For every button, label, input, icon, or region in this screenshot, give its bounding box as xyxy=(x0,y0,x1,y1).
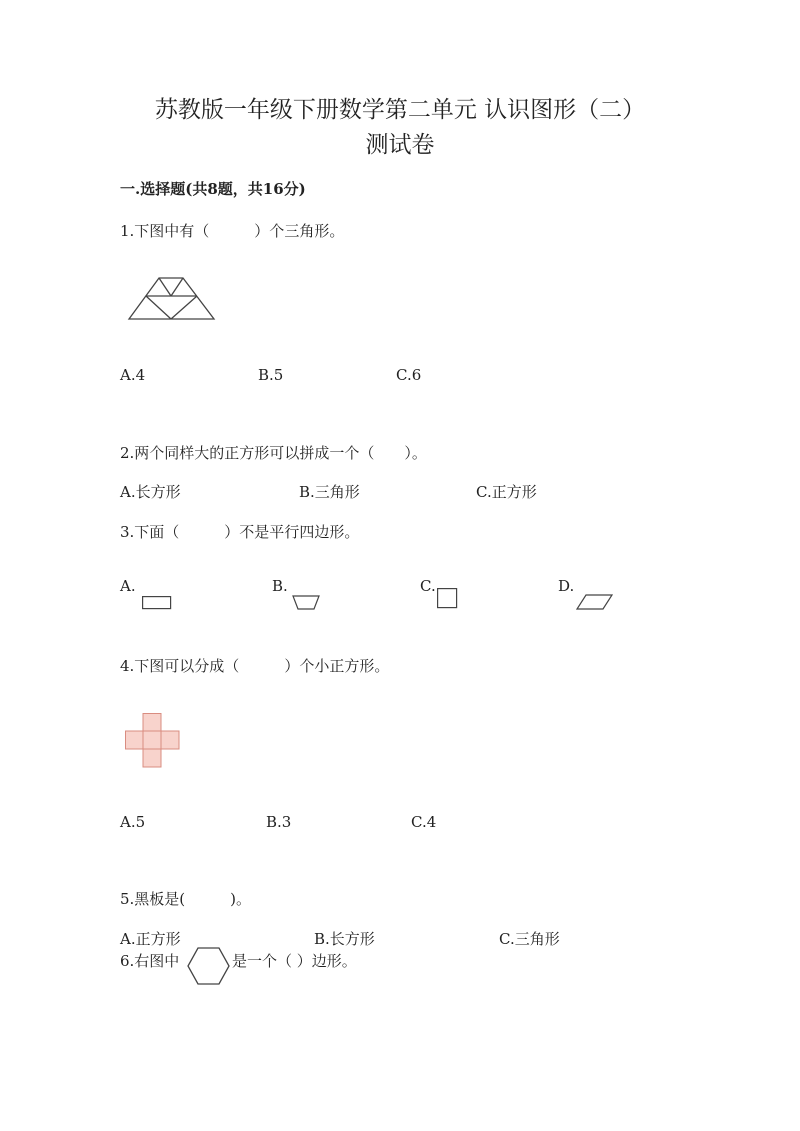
rectangle-icon xyxy=(142,596,172,610)
question-5-option-c[interactable]: C.三角形 xyxy=(499,930,560,948)
section-heading: 一.选择题(共8题，共16分) xyxy=(120,180,306,198)
question-2-option-a[interactable]: A.长方形 xyxy=(120,483,181,501)
question-5-option-b[interactable]: B.长方形 xyxy=(314,930,375,948)
question-4-stem: 4.下图可以分成（ ）个小正方形。 xyxy=(120,657,390,675)
question-3-stem: 3.下面（ ）不是平行四边形。 xyxy=(120,523,360,541)
trapezoid-icon xyxy=(292,595,320,611)
question-2-option-c[interactable]: C.正方形 xyxy=(476,483,537,501)
triangle-figure xyxy=(128,274,216,322)
page-title-line1: 苏教版一年级下册数学第二单元 认识图形（二） xyxy=(154,97,646,123)
question-6-stem-start: 6.右图中 xyxy=(120,952,180,970)
question-4-option-c[interactable]: C.4 xyxy=(411,813,437,831)
question-3-option-a[interactable]: A. xyxy=(120,577,136,595)
question-5-stem: 5.黑板是( )。 xyxy=(120,890,252,908)
question-3-option-d[interactable]: D. xyxy=(558,577,575,595)
question-3-option-c[interactable]: C. xyxy=(420,577,436,595)
hexagon-icon xyxy=(187,946,231,986)
question-4-option-a[interactable]: A.5 xyxy=(120,813,146,831)
question-1-stem: 1.下图中有（ ）个三角形。 xyxy=(120,222,345,240)
question-1-option-a[interactable]: A.4 xyxy=(120,366,146,384)
page-title-line2: 测试卷 xyxy=(365,132,435,158)
question-2-stem: 2.两个同样大的正方形可以拼成一个（ ）。 xyxy=(120,444,427,462)
question-6-stem-end: 是一个（ ）边形。 xyxy=(232,952,357,970)
cross-figure xyxy=(125,713,181,769)
question-1-option-b[interactable]: B.5 xyxy=(258,366,284,384)
question-2-option-b[interactable]: B.三角形 xyxy=(299,483,360,501)
question-4-option-b[interactable]: B.3 xyxy=(266,813,292,831)
question-3-option-b[interactable]: B. xyxy=(272,577,288,595)
question-5-option-a[interactable]: A.正方形 xyxy=(120,930,181,948)
question-1-option-c[interactable]: C.6 xyxy=(396,366,422,384)
square-icon xyxy=(437,588,459,610)
parallelogram-icon xyxy=(576,594,616,612)
